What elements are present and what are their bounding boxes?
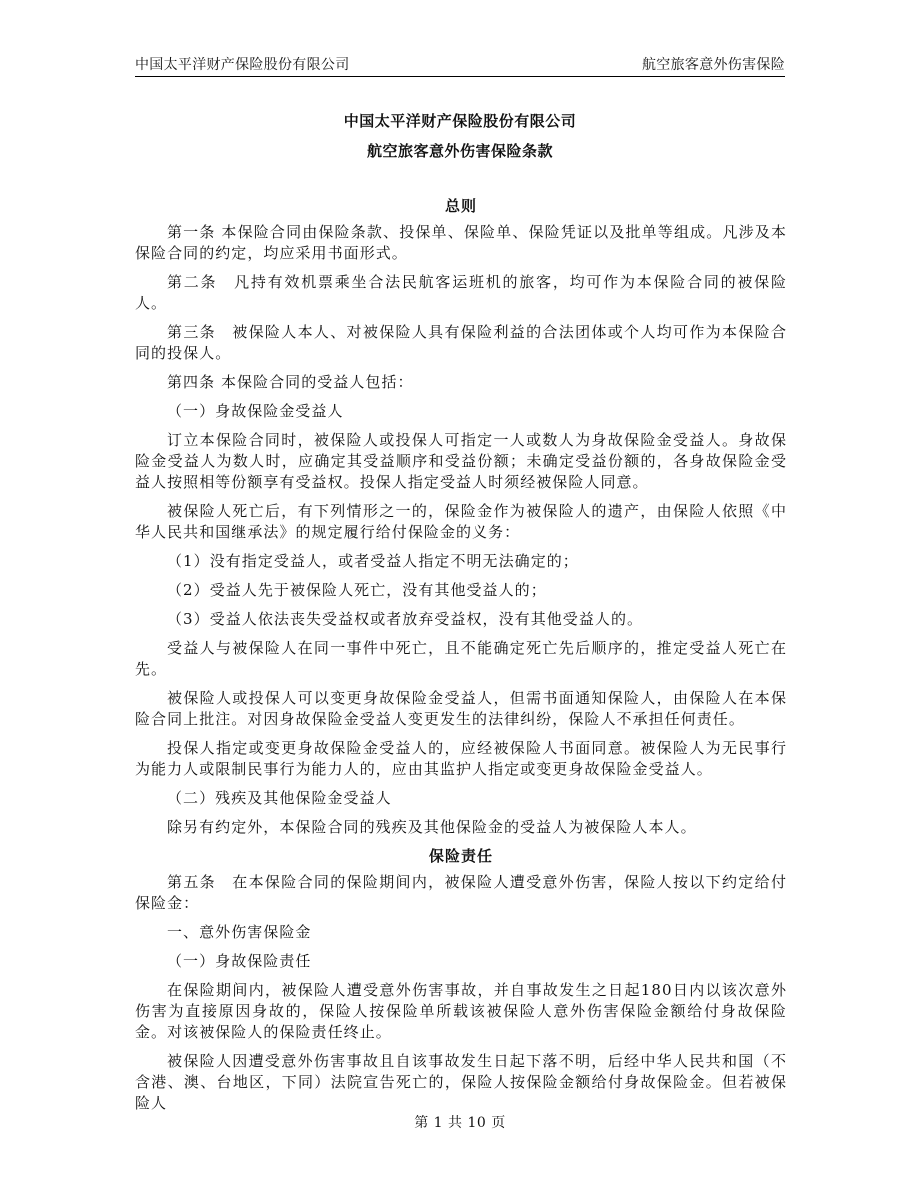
list-item: （3）受益人依法丧失受益权或者放弃受益权，没有其他受益人的。 — [167, 610, 644, 628]
header-product: 航空旅客意外伤害保险 — [642, 57, 785, 73]
list-item: （2）受益人先于被保险人死亡，没有其他受益人的； — [167, 581, 547, 599]
article-1: 第一条 本保险合同由保险条款、投保单、保险单、保险凭证以及批单等组成。凡涉及本保险合同的约定，均应采用书面形式。 — [135, 223, 787, 262]
page-header — [135, 52, 785, 77]
document-clause-title: 航空旅客意外伤害保险条款 — [366, 142, 553, 160]
subheading-other-beneficiary: （二）残疾及其他保险金受益人 — [167, 789, 392, 807]
paragraph: 被保险人因遭受意外伤害事故且自该事故发生日起下落不明，后经中华人民共和国（不含港、澳、台地区，下同）法院宣告死亡的，保险人按保险金额给付身故保险金。但若被保险人 — [135, 1052, 787, 1112]
paragraph: 投保人指定或变更身故保险金受益人的，应经被保险人书面同意。被保险人为无民事行为能力人或限制民事行为能力人的，应由其监护人指定或变更身故保险金受益人。 — [135, 739, 787, 778]
article-2: 第二条 凡持有效机票乘坐合法民航客运班机的旅客，均可作为本保险合同的被保险人。 — [135, 273, 787, 312]
page-number: 第 1 共 10 页 — [414, 1115, 506, 1131]
article-3: 第三条 被保险人本人、对被保险人具有保险利益的合法团体或个人均可作为本保险合同的投保人。 — [135, 323, 787, 362]
article-4: 第四条 本保险合同的受益人包括： — [167, 373, 414, 391]
subheading-death-beneficiary: （一）身故保险金受益人 — [167, 402, 344, 420]
article-5: 第五条 在本保险合同的保险期间内，被保险人遭受意外伤害，保险人按以下约定给付保险金： — [135, 873, 787, 912]
paragraph: 除另有约定外，本保险合同的残疾及其他保险金的受益人为被保险人本人。 — [167, 818, 697, 836]
subheading-accident-benefit: 一、意外伤害保险金 — [167, 923, 312, 941]
paragraph: 被保险人或投保人可以变更身故保险金受益人，但需书面通知保险人，由保险人在本保险合同上批注。对因身故保险金受益人变更发生的法律纠纷，保险人不承担任何责任。 — [135, 689, 787, 728]
document-company-title: 中国太平洋财产保险股份有限公司 — [343, 112, 577, 130]
document-body — [135, 196, 787, 1122]
subheading-death-liability: （一）身故保险责任 — [167, 952, 312, 970]
header-company: 中国太平洋财产保险股份有限公司 — [135, 57, 350, 73]
section-heading: 保险责任 — [428, 847, 494, 865]
list-item: （1）没有指定受益人，或者受益人指定不明无法确定的； — [167, 552, 579, 570]
paragraph: 被保险人死亡后，有下列情形之一的，保险金作为被保险人的遗产，由保险人依照《中华人民共和国继承法》的规定履行给付保险金的义务： — [135, 502, 787, 541]
paragraph: 订立本保险合同时，被保险人或投保人可指定一人或数人为身故保险金受益人。身故保险金受益人为数人时，应确定其受益顺序和受益份额；未确定受益份额的，各身故保险金受益人按照相等份额享有受益权。投保人指定受益人时须经被保险人同意。 — [135, 431, 787, 491]
paragraph: 受益人与被保险人在同一事件中死亡，且不能确定死亡先后顺序的，推定受益人死亡在先。 — [135, 639, 787, 678]
section-heading: 总则 — [444, 197, 478, 215]
paragraph: 在保险期间内，被保险人遭受意外伤害事故，并自事故发生之日起180日内以该次意外伤害为直接原因身故的，保险人按保险单所载该被保险人意外伤害保险金额给付身故保险金。对该被保险人的保险责任终止。 — [135, 981, 787, 1041]
